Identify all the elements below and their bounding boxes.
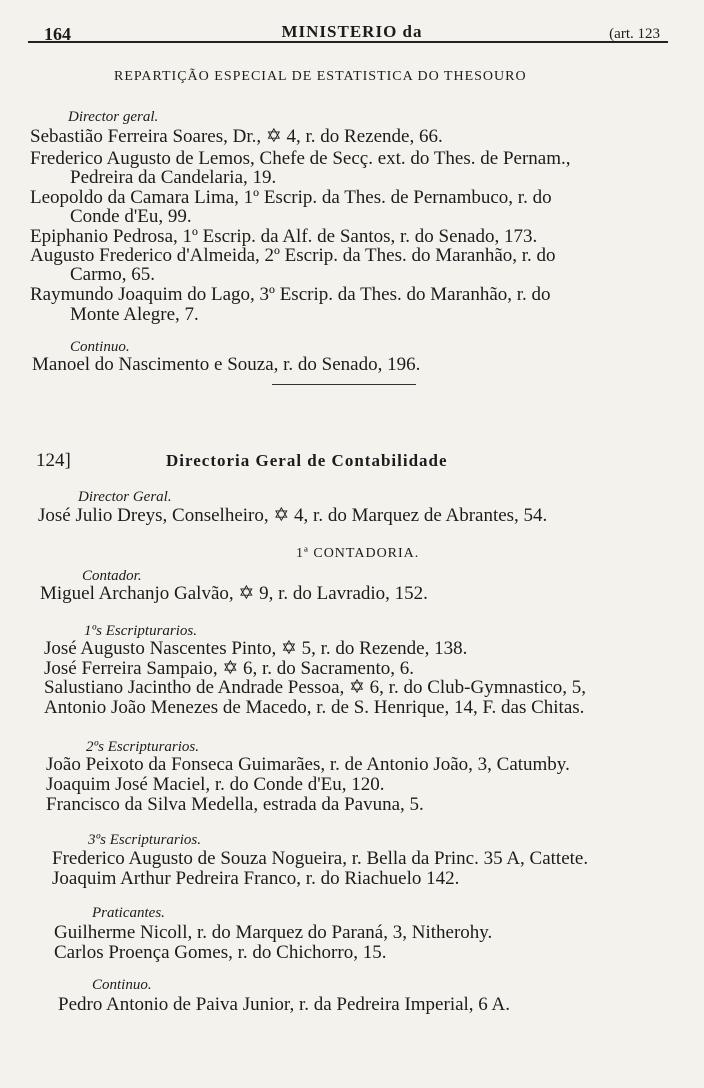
list-item: Sebastião Ferreira Soares, Dr., ✡ 4, r. do Rezende, 66. xyxy=(30,126,443,147)
section-separator xyxy=(272,384,416,385)
list-item: Joaquim Arthur Pedreira Franco, r. do Riachuelo 142. xyxy=(52,868,460,889)
segundos-label: 2ºs Escripturarios. xyxy=(86,739,199,755)
list-item: Salustiano Jacintho de Andrade Pessoa, ✡ 6, r. do Club-Gymnastico, 5, xyxy=(44,677,587,698)
header-rule xyxy=(28,41,668,43)
continuo-label: Continuo. xyxy=(70,339,130,355)
section-heading-estatistica: REPARTIÇÃO ESPECIAL DE ESTATISTICA DO THESOURO xyxy=(114,69,527,84)
continuo-label: Continuo. xyxy=(92,977,152,993)
list-item: José Ferreira Sampaio, ✡ 6, r. do Sacramento, 6. xyxy=(44,658,414,679)
page-number: 164 xyxy=(44,24,71,44)
contador-entry: Miguel Archanjo Galvão, ✡ 9, r. do Lavradio, 152. xyxy=(40,583,428,604)
list-item: Monte Alegre, 7. xyxy=(70,304,199,325)
director-label: Director geral. xyxy=(68,109,159,125)
list-item: João Peixoto da Fonseca Guimarães, r. de Antonio João, 3, Catumby. xyxy=(46,754,570,775)
list-item: Raymundo Joaquim do Lago, 3º Escrip. da Thes. do Maranhão, r. do xyxy=(30,284,551,305)
list-item: Conde d'Eu, 99. xyxy=(70,206,192,227)
article-reference: (art. 123 xyxy=(609,26,660,42)
contador-label: Contador. xyxy=(82,568,142,584)
section-number: 124] xyxy=(36,450,71,471)
praticantes-label: Praticantes. xyxy=(92,905,165,921)
contadoria-heading: 1ª CONTADORIA. xyxy=(296,546,420,561)
list-item: Carlos Proença Gomes, r. do Chichorro, 15. xyxy=(54,942,387,963)
list-item: Guilherme Nicoll, r. do Marquez do Paraná, 3, Nitherohy. xyxy=(54,922,493,943)
list-item: Augusto Frederico d'Almeida, 2º Escrip. da Thes. do Maranhão, r. do xyxy=(30,245,556,266)
list-item: José Augusto Nascentes Pinto, ✡ 5, r. do Rezende, 138. xyxy=(44,638,468,659)
page-header-title: MINISTERIO da xyxy=(281,22,423,41)
list-item: Carmo, 65. xyxy=(70,264,155,285)
list-item: Frederico Augusto de Souza Nogueira, r. Bella da Princ. 35 A, Cattete. xyxy=(52,848,589,869)
director-entry: José Julio Dreys, Conselheiro, ✡ 4, r. do Marquez de Abrantes, 54. xyxy=(38,505,548,526)
continuo-entry: Manoel do Nascimento e Souza, r. do Senado, 196. xyxy=(32,354,421,375)
section-title-contabilidade: Directoria Geral de Contabilidade xyxy=(166,451,448,470)
continuo-entry: Pedro Antonio de Paiva Junior, r. da Pedreira Imperial, 6 A. xyxy=(58,994,510,1015)
list-item: Antonio João Menezes de Macedo, r. de S. Henrique, 14, F. das Chitas. xyxy=(44,697,585,718)
list-item: Epiphanio Pedrosa, 1º Escrip. da Alf. de Santos, r. do Senado, 173. xyxy=(30,226,538,247)
director-label: Director Geral. xyxy=(78,489,172,505)
list-item: Francisco da Silva Medella, estrada da Pavuna, 5. xyxy=(46,794,424,815)
terceiros-label: 3ºs Escripturarios. xyxy=(88,832,201,848)
list-item: Leopoldo da Camara Lima, 1º Escrip. da Thes. de Pernambuco, r. do xyxy=(30,187,552,208)
primeiros-label: 1ºs Escripturarios. xyxy=(84,623,197,639)
list-item: Joaquim José Maciel, r. do Conde d'Eu, 120. xyxy=(46,774,385,795)
list-item: Pedreira da Candelaria, 19. xyxy=(70,167,277,188)
list-item: Frederico Augusto de Lemos, Chefe de Secç. ext. do Thes. de Pernam., xyxy=(30,148,571,169)
